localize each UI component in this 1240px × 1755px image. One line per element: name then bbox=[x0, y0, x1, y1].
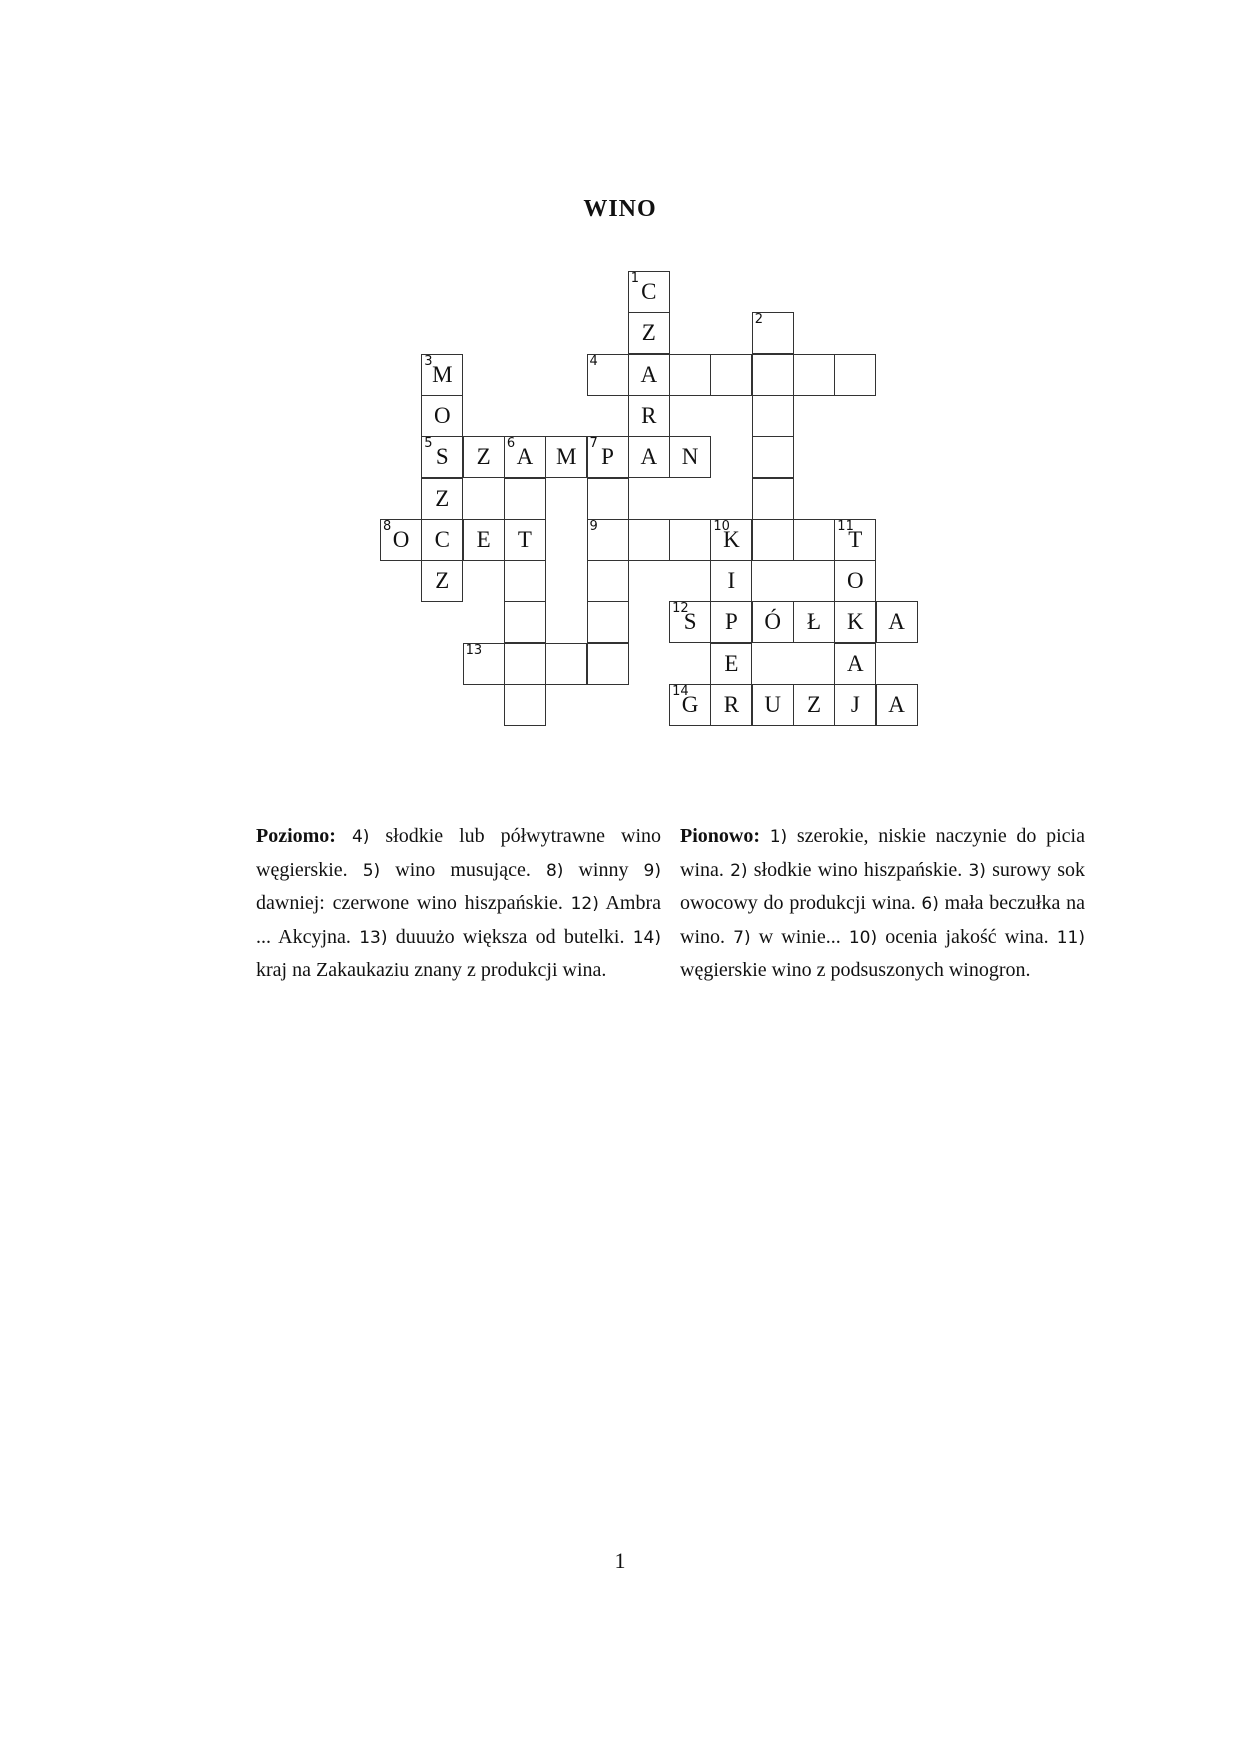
cell-letter: C bbox=[434, 526, 450, 552]
clue-number: 14) bbox=[632, 927, 661, 948]
cell-letter: M bbox=[555, 444, 577, 470]
crossword-cell[interactable] bbox=[504, 560, 546, 602]
clue-number: 2) bbox=[730, 860, 748, 881]
cell-letter: E bbox=[476, 526, 491, 552]
crossword-cell[interactable] bbox=[628, 354, 670, 396]
cell-letter: P bbox=[601, 444, 614, 470]
cell-letter: A bbox=[846, 650, 864, 676]
crossword-cell[interactable] bbox=[669, 684, 711, 726]
clue-number: 6) bbox=[921, 894, 939, 914]
crossword-cell[interactable] bbox=[587, 643, 629, 685]
clue-number: 5) bbox=[362, 860, 381, 881]
across-heading: Poziomo: bbox=[256, 825, 336, 847]
crossword-cell[interactable] bbox=[752, 478, 794, 520]
cell-letter: J bbox=[850, 692, 860, 717]
crossword-cell[interactable] bbox=[752, 519, 794, 561]
clue-number: 1 bbox=[630, 271, 640, 286]
crossword-cell[interactable] bbox=[504, 519, 546, 561]
crossword-cell[interactable] bbox=[463, 643, 505, 685]
crossword-cell[interactable] bbox=[587, 478, 629, 520]
crossword-cell[interactable] bbox=[628, 519, 670, 561]
cell-letter: A bbox=[888, 692, 905, 717]
cell-letter: A bbox=[888, 609, 905, 635]
crossword-cell[interactable] bbox=[834, 519, 876, 561]
cell-letter: Z bbox=[476, 444, 491, 470]
crossword-cell[interactable] bbox=[421, 519, 463, 561]
clue-number: 10) bbox=[848, 927, 878, 948]
cell-letter: N bbox=[681, 444, 699, 470]
cell-letter: I bbox=[727, 568, 736, 594]
crossword-cell[interactable] bbox=[545, 643, 587, 685]
crossword-cell[interactable] bbox=[380, 519, 422, 561]
clue-number: 4) bbox=[351, 827, 370, 847]
crossword-cell[interactable] bbox=[710, 684, 752, 726]
cell-letter: Z bbox=[435, 485, 450, 511]
crossword-cell[interactable] bbox=[669, 601, 711, 643]
clue-text: węgierskie wino z podsuszonych winogron. bbox=[680, 959, 1031, 981]
crossword-cell[interactable] bbox=[793, 601, 835, 643]
clue-number: 3 bbox=[424, 353, 433, 369]
crossword-cell[interactable] bbox=[421, 560, 463, 602]
cell-letter: A bbox=[640, 361, 658, 387]
crossword-cell[interactable] bbox=[834, 643, 876, 685]
crossword-cell[interactable] bbox=[752, 601, 794, 643]
clue-number: 1) bbox=[769, 827, 788, 847]
crossword-cell[interactable] bbox=[710, 560, 752, 602]
crossword-cell[interactable] bbox=[421, 395, 463, 437]
clue-text: słodkie wino hiszpańskie. bbox=[747, 858, 969, 881]
crossword-cell[interactable] bbox=[545, 436, 587, 478]
page-title: WINO bbox=[583, 196, 657, 222]
cell-letter: S bbox=[435, 444, 449, 470]
clue-number: 13 bbox=[465, 642, 483, 658]
crossword-cell[interactable] bbox=[587, 354, 629, 396]
cell-letter: A bbox=[640, 444, 658, 470]
crossword-cell[interactable] bbox=[669, 354, 711, 396]
crossword-cell[interactable] bbox=[710, 643, 752, 685]
crossword-cell[interactable] bbox=[421, 354, 463, 396]
cell-letter: G bbox=[681, 692, 699, 717]
crossword-cell[interactable] bbox=[752, 312, 794, 354]
clue-text: surowy sok owocowy do produkcji wina. bbox=[680, 858, 1085, 914]
cell-letter: Z bbox=[806, 692, 822, 717]
crossword-cell[interactable] bbox=[834, 560, 876, 602]
crossword-cell[interactable] bbox=[752, 436, 794, 478]
down-heading: Pionowo: bbox=[680, 825, 760, 847]
clue-number: 6 bbox=[506, 436, 516, 452]
cell-letter: P bbox=[724, 609, 738, 635]
cell-letter: C bbox=[641, 279, 657, 304]
crossword-cell[interactable] bbox=[793, 354, 835, 396]
crossword-cell[interactable] bbox=[710, 601, 752, 643]
clue-text: dawniej: czerwone wino hiszpańskie. bbox=[256, 892, 571, 914]
crossword-cell[interactable] bbox=[710, 354, 752, 396]
clue-number: 7) bbox=[733, 927, 751, 948]
cell-letter: M bbox=[432, 361, 453, 387]
clue-number: 3) bbox=[968, 860, 986, 881]
clue-text: słodkie lub półwytrawne wino węgierskie. bbox=[256, 825, 662, 881]
cell-letter: Z bbox=[435, 568, 450, 594]
clue-number: 11 bbox=[837, 518, 854, 534]
crossword-cell[interactable] bbox=[628, 436, 670, 478]
crossword-cell[interactable] bbox=[752, 354, 794, 396]
cell-letter: K bbox=[846, 609, 864, 635]
crossword-cell[interactable] bbox=[587, 519, 629, 561]
crossword-cell[interactable] bbox=[463, 519, 505, 561]
clue-number: 14 bbox=[672, 684, 689, 699]
clue-text: duuużo większa od butelki. bbox=[387, 925, 633, 948]
crossword-cell[interactable] bbox=[421, 436, 463, 478]
clue-text: szerokie, niskie naczynie do picia wina. bbox=[680, 825, 1085, 881]
cell-letter: O bbox=[433, 402, 451, 428]
crossword-cell[interactable] bbox=[463, 436, 505, 478]
clue-number: 4 bbox=[589, 353, 598, 369]
cell-letter: A bbox=[516, 444, 534, 470]
clue-text: Ambra ... Akcyjna. bbox=[256, 892, 661, 948]
crossword-cell[interactable] bbox=[504, 478, 546, 520]
cell-letter: T bbox=[848, 526, 863, 552]
crossword-cell[interactable] bbox=[834, 354, 876, 396]
crossword-cell[interactable] bbox=[628, 271, 670, 313]
crossword-cell[interactable] bbox=[876, 684, 918, 726]
crossword-cell[interactable] bbox=[504, 684, 546, 726]
crossword-cell[interactable] bbox=[876, 601, 918, 643]
clues-down bbox=[680, 820, 1085, 987]
cell-letter: Ł bbox=[806, 609, 822, 635]
clue-number: 12) bbox=[570, 894, 599, 914]
clue-number: 9) bbox=[643, 860, 661, 881]
crossword-cell[interactable] bbox=[669, 519, 711, 561]
page-number: 1 bbox=[614, 1548, 626, 1573]
clue-number: 8 bbox=[383, 518, 392, 534]
cell-letter: R bbox=[641, 402, 657, 428]
crossword-cell[interactable] bbox=[587, 601, 629, 643]
clue-number: 10 bbox=[713, 518, 730, 534]
across-clue-list bbox=[256, 825, 661, 981]
crossword-cell[interactable] bbox=[793, 519, 835, 561]
cell-letter: O bbox=[392, 526, 410, 552]
clue-text: ocenia jakość wina. bbox=[877, 925, 1057, 948]
cell-letter: T bbox=[517, 526, 532, 552]
clue-text: winny bbox=[563, 858, 644, 881]
cell-letter: K bbox=[723, 526, 740, 552]
cell-letter: Ó bbox=[764, 609, 781, 635]
crossword-cell[interactable] bbox=[587, 560, 629, 602]
clue-text: kraj na Zakaukaziu znany z produkcji wina. bbox=[256, 959, 607, 981]
clue-number: 12 bbox=[672, 601, 689, 617]
clues-across bbox=[256, 820, 661, 987]
crossword-cell[interactable] bbox=[752, 395, 794, 437]
crossword-cell[interactable] bbox=[504, 643, 546, 685]
clue-number: 5 bbox=[424, 436, 433, 452]
cell-letter: E bbox=[724, 650, 739, 676]
crossword-cell[interactable] bbox=[421, 478, 463, 520]
crossword-cell[interactable] bbox=[628, 395, 670, 437]
crossword-cell[interactable] bbox=[587, 436, 629, 478]
crossword-cell[interactable] bbox=[504, 601, 546, 643]
clue-number: 8) bbox=[545, 860, 564, 881]
cell-letter: Z bbox=[641, 320, 656, 346]
crossword-cell[interactable] bbox=[834, 684, 876, 726]
clue-number: 9 bbox=[589, 518, 598, 534]
crossword-cell[interactable] bbox=[752, 684, 794, 726]
crossword-cell[interactable] bbox=[628, 312, 670, 354]
crossword-cell[interactable] bbox=[834, 601, 876, 643]
cell-letter: R bbox=[723, 692, 740, 717]
clue-text: w winie... bbox=[750, 925, 849, 948]
clue-number: 13) bbox=[359, 927, 388, 948]
clue-number: 2 bbox=[754, 312, 763, 328]
clue-number: 11) bbox=[1056, 927, 1085, 948]
cell-letter: U bbox=[764, 692, 781, 717]
clue-number: 7 bbox=[589, 436, 598, 452]
clue-text: mała beczułka na wino. bbox=[680, 892, 1085, 948]
crossword-cell[interactable] bbox=[793, 684, 835, 726]
crossword-cell[interactable] bbox=[710, 519, 752, 561]
crossword-cell[interactable] bbox=[669, 436, 711, 478]
cell-letter: O bbox=[846, 568, 864, 594]
clue-text: wino musujące. bbox=[380, 858, 546, 881]
cell-letter: S bbox=[683, 609, 697, 635]
crossword-grid bbox=[0, 0, 1240, 760]
down-clue-list bbox=[680, 825, 1085, 981]
crossword-cell[interactable] bbox=[504, 436, 546, 478]
